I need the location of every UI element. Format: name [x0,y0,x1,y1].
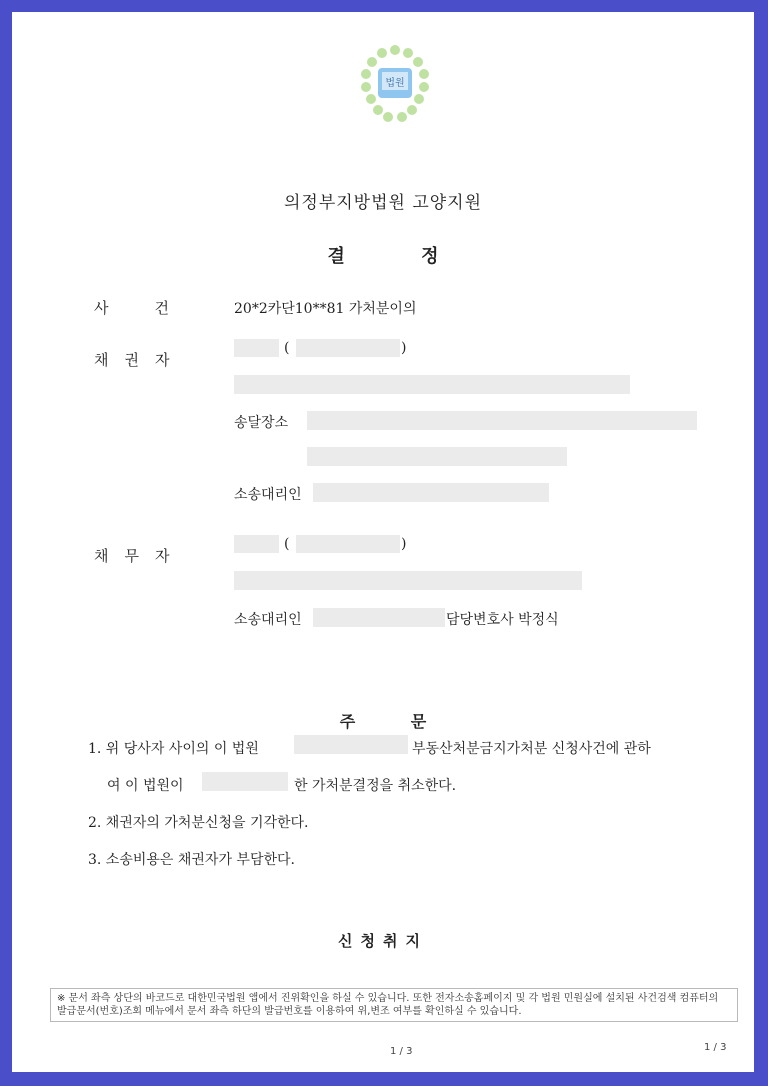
paren-open: ( [284,340,290,356]
debtor-agent-label: 소송대리인 [234,612,302,628]
application-purpose-title: 신청취지 [338,932,428,950]
redacted-decision-date [294,735,408,754]
redacted-debtor-id [296,535,400,553]
delivery-place-label: 송달장소 [234,415,289,431]
paren-close: ) [401,340,407,356]
order-item-3: 3. 소송비용은 채권자가 부담한다. [88,852,295,868]
order-item-1d: 한 가처분결정을 취소한다. [294,778,457,794]
redacted-delivery-address [307,411,697,430]
redacted-debtor-address [234,571,582,590]
court-name: 의정부지방법원 고양지원 [283,193,483,213]
case-number: 20*2카단10**81 가처분이의 [234,301,417,317]
order-item-2: 2. 채권자의 가처분신청을 기각한다. [88,815,309,831]
redacted-case-number [202,772,288,791]
authenticity-notice: ※ 문서 좌측 상단의 바코드로 대한민국법원 앱에서 진위확인을 하실 수 있습니다. 또한 전자소송홈페이지 및 각 법원 민원실에 설치된 사건검색 컴퓨터의 발급문서(번호)조회 메뉴에서 문서 좌측 하단의 발급번호를 이용하여 위,변조 여부를 확인하실 수 있습니다. [50,988,738,1022]
redacted-debtor-name [234,535,279,553]
redacted-creditor-address [234,375,630,394]
page-number: 1 / 3 [390,1046,413,1057]
document-title: 결 정 [327,246,439,267]
page-number-corner: 1 / 3 [704,1042,727,1053]
order-item-1c: 여 이 법원이 [107,778,184,794]
case-label: 사건 [94,299,215,317]
paren-close: ) [401,536,407,552]
document-page [12,12,754,1072]
redacted-delivery-address-2 [307,447,567,466]
redacted-creditor-name [234,339,279,357]
attorney-name: 담당변호사 박정식 [446,612,559,628]
redacted-creditor-id [296,339,400,357]
debtor-label: 채무자 [94,547,186,565]
redacted-creditor-agent [313,483,549,502]
court-emblem-icon [356,42,434,126]
creditor-label: 채권자 [94,351,186,369]
order-item-1a: 1. 위 당사자 사이의 이 법원 [88,741,259,757]
paren-open: ( [284,536,290,552]
order-item-1b: 부동산처분금지가처분 신청사건에 관하 [412,741,651,757]
emblem-text: 법원 [385,78,405,89]
redacted-debtor-agent [313,608,445,627]
creditor-agent-label: 소송대리인 [234,487,302,503]
orders-title: 주 문 [339,712,427,731]
